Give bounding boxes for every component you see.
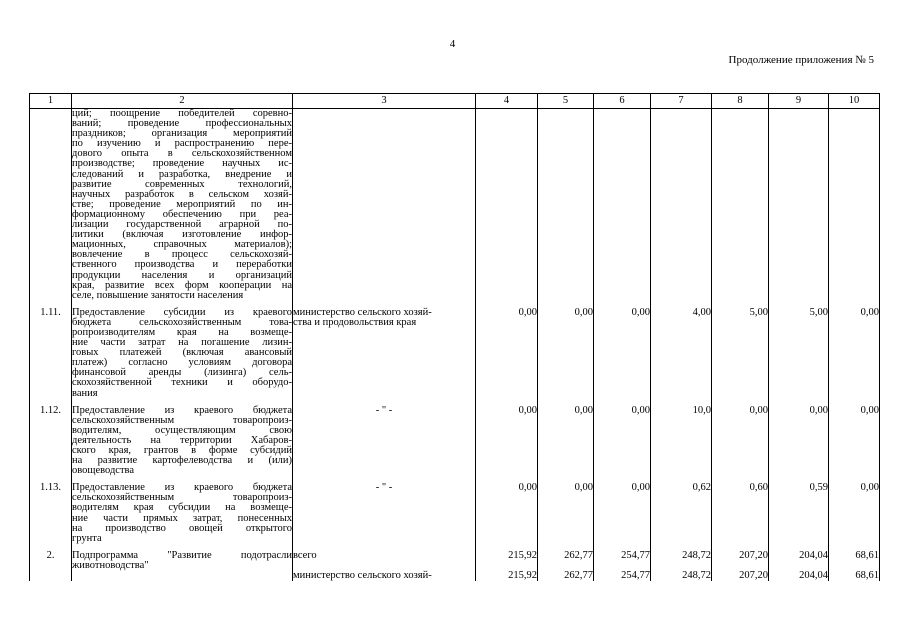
table-cell-empty (712, 109, 769, 301)
executor-line: всего (293, 549, 317, 561)
table-cell-empty (293, 109, 476, 301)
executor-line: министерство сельского хозяй- (293, 570, 432, 582)
table-row (30, 308, 880, 399)
value-cell-col-10: 0,00 (829, 483, 880, 544)
value-cell-col-5: 0,00 (538, 406, 594, 477)
measure-name-line: говых платежей (включая авансовый (72, 347, 292, 359)
value-cell-col-5: 0,00 (538, 483, 594, 544)
col-header-9: 9 (769, 94, 829, 109)
continuation-line: дового опыта в сельскохозяйственном (72, 148, 292, 160)
measure-name-line: грунта (72, 532, 102, 544)
table-row (30, 483, 880, 544)
value-cell-col-4: 215,92 (476, 551, 538, 571)
table-cell-empty (476, 109, 538, 301)
table-cell-empty (538, 109, 594, 301)
page-number: 4 (449, 38, 456, 50)
table-cell-empty (594, 109, 651, 301)
continuation-line: селе, повышение занятости населения (72, 289, 244, 301)
measure-name-line: Подпрограмма "Развитие подотрасли (72, 549, 292, 561)
continuation-line: ваний; проведение профессиональных (72, 118, 292, 130)
table-cell-empty (829, 109, 880, 301)
value-cell-col-9: 204,04 (769, 571, 829, 581)
measure-name (72, 483, 293, 544)
value-cell-col-10: 0,00 (829, 406, 880, 477)
value-cell-col-5: 262,77 (538, 571, 594, 581)
measure-name-line: финансовой аренды (лизинга) сель- (72, 367, 292, 379)
measure-name-line: Предоставление из краевого бюджета (72, 404, 292, 416)
value-cell-col-6: 0,00 (594, 308, 651, 399)
value-cell-col-4: 0,00 (476, 483, 538, 544)
value-cell-col-8: 207,20 (712, 571, 769, 581)
executor-line: - " - (375, 404, 393, 416)
value-cell-col-8: 0,00 (712, 406, 769, 477)
value-cell-col-6: 254,77 (594, 551, 651, 571)
table-row (30, 571, 880, 581)
continuation-line: вовлечение в процесс сельскохозяй- (72, 249, 292, 261)
table-body (30, 109, 880, 582)
value-cell-col-7: 248,72 (651, 551, 712, 571)
measure-name-line: ние части прямых затрат, понесенных (72, 512, 292, 524)
continuation-line: праздников; организация мероприятий (72, 128, 292, 140)
value-cell-col-9: 0,00 (769, 406, 829, 477)
continuation-text (72, 109, 293, 301)
header-row (30, 94, 880, 109)
measure-name-line: на развитие картофелеводства и (или) (72, 455, 292, 467)
measure-name (72, 571, 293, 581)
col-header-3: 3 (293, 94, 476, 109)
continuation-line: стве; проведение мероприятий по ин- (72, 198, 292, 210)
col-header-5: 5 (538, 94, 594, 109)
col-header-6: 6 (594, 94, 651, 109)
table-row (30, 551, 880, 571)
measure-name-line: животноводства" (72, 559, 149, 571)
row-number: 1.12. (30, 406, 72, 477)
measure-name-line: сельскохозяйственным товаропроиз- (72, 414, 292, 426)
measure-name-line: вания (72, 387, 98, 399)
continuation-line: научных разработок в сельском хозяй- (72, 188, 292, 200)
col-header-1: 1 (30, 94, 72, 109)
continuation-line: следований и разработка, внедрение и (72, 168, 292, 180)
executor (293, 483, 476, 544)
continuation-line: формационному обеспечению при реа- (72, 208, 292, 220)
value-cell-col-10: 0,00 (829, 308, 880, 399)
value-cell-col-7: 4,00 (651, 308, 712, 399)
value-cell-col-7: 248,72 (651, 571, 712, 581)
value-cell-col-8: 5,00 (712, 308, 769, 399)
continuation-line: производстве; проведение научных ис- (72, 158, 292, 170)
appendix-continuation-note: Продолжение приложения № 5 (728, 54, 874, 66)
col-header-10: 10 (829, 94, 880, 109)
measure-name (72, 308, 293, 399)
continuation-line: мационных, справочных материалов); (72, 239, 292, 251)
value-cell-col-4: 0,00 (476, 308, 538, 399)
measure-name-line: ние части затрат на погашение лизин- (72, 337, 292, 349)
measure-name-line: водителям, осуществляющим свою (72, 424, 292, 436)
executor-line: министерство сельского хозяй- (293, 306, 432, 318)
measure-name-line: овощеводства (72, 465, 135, 477)
executor (293, 308, 476, 399)
measure-name (72, 406, 293, 477)
measure-name-line: скохозяйственной техники и оборудо- (72, 377, 292, 389)
continuation-line: развитие современных технологий, (72, 178, 292, 190)
table-cell-empty (30, 109, 72, 301)
col-header-8: 8 (712, 94, 769, 109)
executor (293, 406, 476, 477)
table-row (30, 406, 880, 477)
measure-name-line: Предоставление субсидии из краевого (72, 306, 292, 318)
continuation-line: продукции населения и организаций (72, 269, 292, 281)
continuation-line: ций; поощрение победителей соревно- (72, 108, 292, 119)
value-cell-col-7: 10,0 (651, 406, 712, 477)
measure-name-line: деятельность на территории Хабаров- (72, 434, 292, 446)
col-header-7: 7 (651, 94, 712, 109)
row-number: 1.11. (30, 308, 72, 399)
spacer-cell (293, 544, 476, 551)
col-header-4: 4 (476, 94, 538, 109)
executor-line: ства и продовольствия края (293, 316, 417, 328)
value-cell-col-10: 68,61 (829, 551, 880, 571)
value-cell-col-5: 0,00 (538, 308, 594, 399)
row-number: 2. (30, 551, 72, 571)
measure-name-line: Предоставление из краевого бюджета (72, 482, 292, 494)
continuation-line: лизации государственной аграрной по- (72, 219, 292, 231)
continuation-line: литики (включая изготовление инфор- (72, 229, 292, 241)
measure-name (72, 551, 293, 571)
financing-table (29, 93, 880, 581)
value-cell-col-6: 254,77 (594, 571, 651, 581)
value-cell-col-9: 5,00 (769, 308, 829, 399)
measure-name-line: бюджета сельскохозяйственным това- (72, 316, 292, 328)
value-cell-col-10: 68,61 (829, 571, 880, 581)
executor-line: - " - (375, 482, 393, 494)
row-number (30, 571, 72, 581)
value-cell-col-4: 215,92 (476, 571, 538, 581)
value-cell-col-6: 0,00 (594, 483, 651, 544)
measure-name-line: ропроизводителям края на возмеще- (72, 326, 292, 338)
measure-name-line: ского края, грантов в форме субсидий (72, 445, 292, 456)
continuation-line: края, развитие всех форм кооперации на (72, 279, 292, 291)
measure-name-line: водителям края субсидии на возмеще- (72, 502, 292, 514)
table-row-continuation (30, 109, 880, 301)
value-cell-col-9: 0,59 (769, 483, 829, 544)
value-cell-col-6: 0,00 (594, 406, 651, 477)
col-header-2: 2 (72, 94, 293, 109)
continuation-line: ственного производства и переработки (72, 259, 292, 271)
executor (293, 571, 476, 581)
value-cell-col-8: 0,60 (712, 483, 769, 544)
row-number: 1.13. (30, 483, 72, 544)
value-cell-col-8: 207,20 (712, 551, 769, 571)
value-cell-col-9: 204,04 (769, 551, 829, 571)
value-cell-col-4: 0,00 (476, 406, 538, 477)
value-cell-col-5: 262,77 (538, 551, 594, 571)
table-cell-empty (651, 109, 712, 301)
table-cell-empty (769, 109, 829, 301)
measure-name-line: на производство овощей открытого (72, 522, 292, 534)
continuation-line: по изучению и распространению пере- (72, 138, 292, 150)
value-cell-col-7: 0,62 (651, 483, 712, 544)
measure-name-line: платеж) согласно условиям договора (72, 357, 292, 369)
measure-name-line: сельскохозяйственным товаропроиз- (72, 492, 292, 504)
executor (293, 551, 476, 571)
